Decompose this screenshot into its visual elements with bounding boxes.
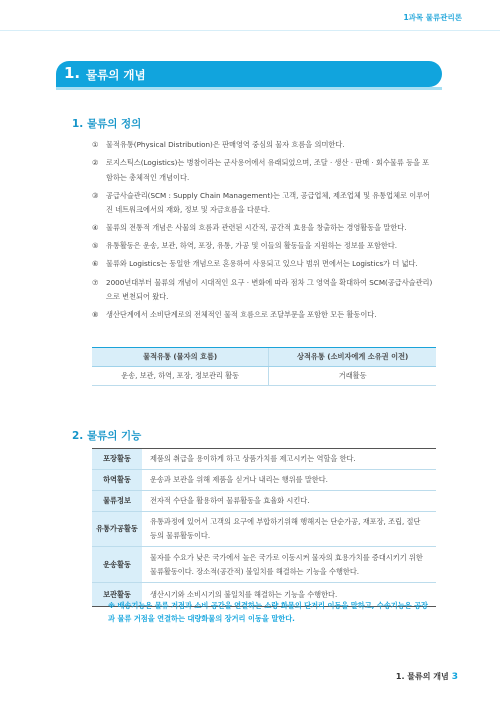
list-item	[92, 156, 436, 185]
list-marker: ⑤	[92, 241, 99, 251]
column-header-physical-flow: 물적유통 (물자의 흐름)	[92, 348, 269, 367]
column-header-commercial-flow: 상적유통 (소비자에게 소유권 이전)	[269, 348, 436, 367]
function-name: 포장활동	[92, 449, 142, 470]
function-description: 유통과정에 있어서 고객의 요구에 부합하기위해 행해지는 단순가공, 재포장, 조립, 절단 등의 물류활동이다.	[150, 517, 421, 540]
chapter-banner-shadow	[56, 87, 442, 90]
footnote: ※ 배송기능은 물류 거점과 소비 공간을 연결하는 소량 화물의 단거리 이동을 말하고, 수송기능은 공장과 물류 거점을 연결하는 대량화물의 장거리 이동을 말한다.	[108, 601, 428, 623]
list-text: 물류의 전통적 개념은 사물의 흐름과 관련된 시간적, 공간적 효용을 창출하는 경영활동을 말한다.	[106, 223, 407, 233]
function-name: 유통가공활동	[92, 512, 142, 547]
function-description: 물자를 수요가 낮은 국가에서 높은 국가로 이동시켜 물자의 효용가치를 증대시키기 위한 물류활동이다. 장소적(공간적) 불일치를 해결하는 기능을 수행한다.	[150, 552, 423, 576]
list-text: 생산단계에서 소비단계로의 전체적인 물적 흐름으로 조달부문을 포함한 모든 활동이다.	[106, 310, 377, 320]
function-name: 운송활동	[92, 547, 142, 583]
table-header-row	[92, 348, 436, 367]
footer-label: 1. 물류의 개념	[395, 672, 449, 681]
table-row	[92, 512, 436, 547]
list-text: 물류와 Logistics는 동일한 개념으로 혼용하여 사용되고 있으나 범위 면에서는 Logistics가 더 넓다.	[106, 259, 418, 269]
list-item	[92, 308, 436, 323]
list-marker: ①	[92, 140, 99, 149]
function-name: 보관활동	[92, 583, 142, 607]
table-row	[92, 367, 436, 386]
functions-table	[92, 448, 436, 607]
chapter-banner	[56, 61, 442, 87]
list-item	[92, 257, 436, 272]
list-marker: ⑧	[92, 310, 99, 320]
table-row	[92, 491, 436, 512]
list-item	[92, 138, 436, 153]
table-cell: 운송, 보관, 하역, 포장, 정보관리 활동	[92, 367, 269, 386]
header-rule	[0, 30, 500, 31]
definition-list	[92, 138, 436, 326]
list-text: 물적유통(Physical Distribution)은 판매영역 중심의 물자 흐름을 의미한다.	[106, 140, 345, 149]
list-text: 공급사슬관리(SCM : Supply Chain Management)는 고객, 공급업체, 제조업체 및 유통업체로 이루어진 네트워크에서의 재화, 정보 및 자금흐름을 다룬다.	[106, 190, 431, 215]
list-text: 2000년대부터 물류의 개념이 시대적인 요구 · 변화에 따라 점차 그 영역을 확대하여 SCM(공급사슬관리)으로 변천되어 왔다.	[106, 277, 433, 302]
function-description: 전자적 수단을 활용하여 물류활동을 효율화 시킨다.	[150, 496, 310, 505]
function-name: 물류정보	[92, 491, 142, 512]
flow-comparison-table	[92, 347, 436, 386]
list-marker: ⑥	[92, 259, 99, 269]
table-row	[92, 449, 436, 470]
list-marker: ④	[92, 223, 99, 233]
list-item	[92, 239, 436, 254]
list-marker: ③	[92, 190, 99, 200]
list-marker: ⑦	[92, 277, 99, 287]
chapter-number: 1.	[64, 64, 81, 82]
running-head: 1과목 물류관리론	[403, 13, 462, 22]
list-marker: ②	[92, 158, 99, 168]
chapter-title: 물류의 개념	[86, 68, 146, 82]
page-footer	[396, 671, 458, 682]
table-cell: 거래활동	[269, 367, 436, 386]
table-row	[92, 470, 436, 491]
section-title-functions: 2. 물류의 기능	[72, 430, 142, 442]
function-name: 하역활동	[92, 470, 142, 491]
list-text: 유통활동은 운송, 보관, 하역, 포장, 유통, 가공 및 이들의 활동들을 지원하는 정보를 포함한다.	[106, 241, 398, 251]
function-description: 제품의 취급을 용이하게 하고 상품가치를 제고시키는 역할을 한다.	[150, 454, 356, 463]
list-item	[92, 189, 436, 218]
function-description: 운송과 보관을 위해 제품을 싣거나 내리는 행위를 말한다.	[150, 475, 328, 484]
table-row	[92, 547, 436, 583]
list-text: 로지스틱스(Logistics)는 병참이라는 군사용어에서 유래되었으며, 조달 · 생산 · 판매 · 회수물류 등을 포함하는 총체적인 개념이다.	[106, 158, 430, 182]
list-item	[92, 276, 436, 305]
section-title-definition: 1. 물류의 정의	[72, 118, 142, 130]
function-description: 생산시기와 소비시기의 불일치를 해결하는 기능을 수행한다.	[150, 589, 338, 599]
list-item	[92, 221, 436, 236]
page-number: 3	[451, 672, 458, 682]
